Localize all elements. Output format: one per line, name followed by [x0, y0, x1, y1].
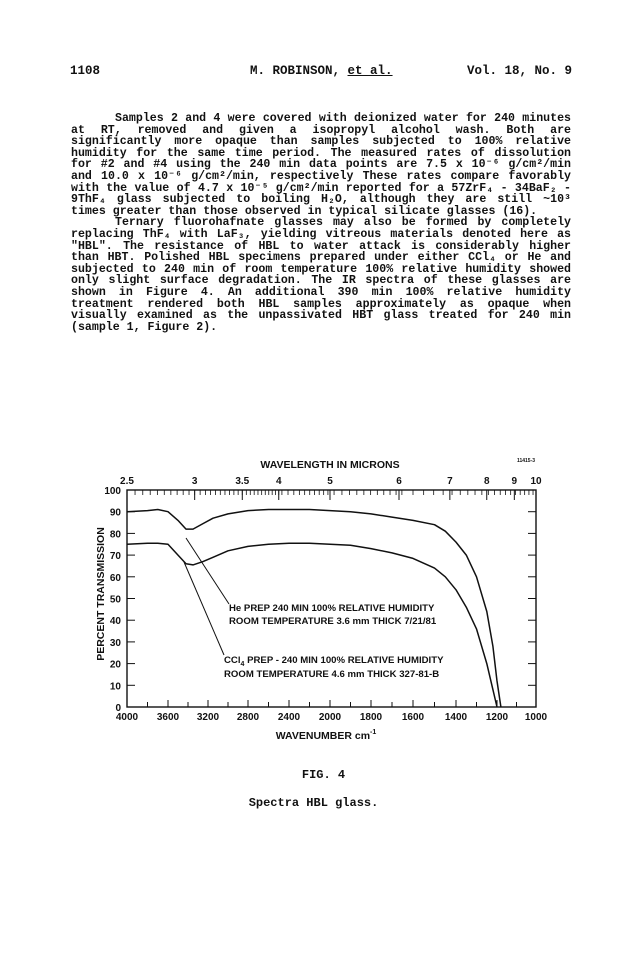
top-tick-label: 3.5 — [235, 476, 250, 487]
y-tick-label: 0 — [115, 703, 121, 714]
x-tick-label: 4000 — [115, 712, 139, 723]
top-tick-label: 6 — [396, 476, 402, 487]
x-axis-label-text: WAVENUMBER cm — [275, 730, 371, 742]
x-tick-label: 3200 — [196, 712, 220, 723]
y-tick-label: 90 — [109, 507, 121, 519]
page-number: 1108 — [70, 64, 101, 78]
annotation-2-line1 — [224, 655, 444, 668]
figure-label: FIG. 4 — [301, 768, 346, 782]
y-tick-label: 30 — [109, 637, 121, 649]
x-tick-label: 1000 — [524, 712, 548, 723]
annotation-1-line1: He PREP 240 MIN 100% RELATIVE HUMIDITY — [229, 603, 435, 614]
y-axis-label: PERCENT TRANSMISSION — [95, 527, 107, 661]
annotation-2-line2: ROOM TEMPERATURE 4.6 mm THICK 327-81-B — [224, 669, 440, 680]
y-tick-label: 20 — [109, 659, 121, 671]
top-tick-label: 7 — [447, 476, 453, 487]
paragraph-1: Samples 2 and 4 were covered with deionized water for 240 minutes at RT, removed and given a isopropyl alcohol wash. Both are significantly more opaque than samples subjected to 100% relative humidity for the same time period. The measured rates of dissolution for #2 and #4 using the 240 min data points are 7.5 x 10⁻⁶ g/cm²/min and 10.0 x 10⁻⁶ g/cm²/min, respectively These rates compare favorably with the value of 4.7 x 10⁻⁵ g/cm²/min reported for a 57ZrF₄ - 34BaF₂ - 9ThF₄ glass subjected to boiling H₂O, although they are still ~10³ times greater than those observed in typical silicate glasses (16). — [71, 112, 571, 218]
et-al: et al. — [347, 64, 393, 78]
y-tick-label: 60 — [109, 572, 121, 584]
y-tick-label: 100 — [104, 486, 121, 497]
annotation-1-pointer — [186, 538, 229, 604]
x-tick-label: 2000 — [318, 712, 342, 723]
annotation-2-pointer — [184, 562, 224, 655]
x-tick-label: 2400 — [277, 712, 301, 723]
x-tick-label: 1800 — [359, 712, 383, 723]
y-tick-label: 10 — [109, 681, 121, 693]
annotation-1-line2: ROOM TEMPERATURE 3.6 mm THICK 7/21/81 — [229, 616, 437, 627]
annotation-2-sub: 4 — [240, 661, 245, 668]
volume-info: Vol. 18, No. 9 — [467, 64, 573, 78]
top-axis-ticks — [120, 476, 542, 500]
figure-id-tag: 11415-3 — [516, 458, 536, 464]
annotation-2-ccl: CCl — [224, 655, 241, 666]
x-tick-label: 1400 — [444, 712, 468, 723]
y-tick-label: 80 — [109, 529, 121, 541]
top-tick-label: 3 — [191, 476, 198, 487]
x-tick-label: 2800 — [236, 712, 260, 723]
top-tick-label: 2.5 — [120, 476, 134, 487]
x-tick-label: 1200 — [485, 712, 509, 723]
y-tick-label: 50 — [109, 594, 121, 606]
annotation-2-rest: PREP - 240 MIN 100% RELATIVE HUMIDITY — [244, 655, 444, 666]
top-tick-label: 4 — [275, 476, 282, 487]
top-tick-label: 8 — [483, 476, 490, 487]
x-axis-ticks — [116, 700, 548, 723]
y-tick-label: 40 — [109, 616, 121, 628]
top-tick-label: 5 — [327, 476, 333, 487]
x-axis-label-exponent: -1 — [370, 729, 377, 736]
paragraph-2: Ternary fluorohafnate glasses may also be formed by completely replacing ThF₄ with LaF₃, yielding vitreous materials denoted here as "HBL". The resistance of HBL to water attack is considerably higher than HBT. Polished HBL specimens prepared under either CCl₄ or He and subjected to 240 min of room temperature 100% relative humidity showed only slight surface degradation. The IR spectra of these glasses are shown in Figure 4. An additional 390 min 100% relative humidity treatment rendered both HBL samples approximately as opaque when visually examined as the unpassivated HBT glass treated for 240 min (sample 1, Figure 2). — [71, 216, 571, 334]
y-tick-label: 70 — [109, 551, 121, 563]
top-tick-label: 9 — [511, 476, 518, 487]
x-axis-label — [276, 729, 377, 742]
top-axis-title: WAVELENGTH IN MICRONS — [260, 459, 400, 471]
author-name: M. ROBINSON, — [250, 64, 341, 78]
x-tick-label: 1600 — [401, 712, 425, 723]
x-tick-label: 3600 — [156, 712, 180, 723]
figure-title: Spectra HBL glass. — [248, 796, 379, 810]
top-tick-label: 10 — [530, 476, 542, 487]
